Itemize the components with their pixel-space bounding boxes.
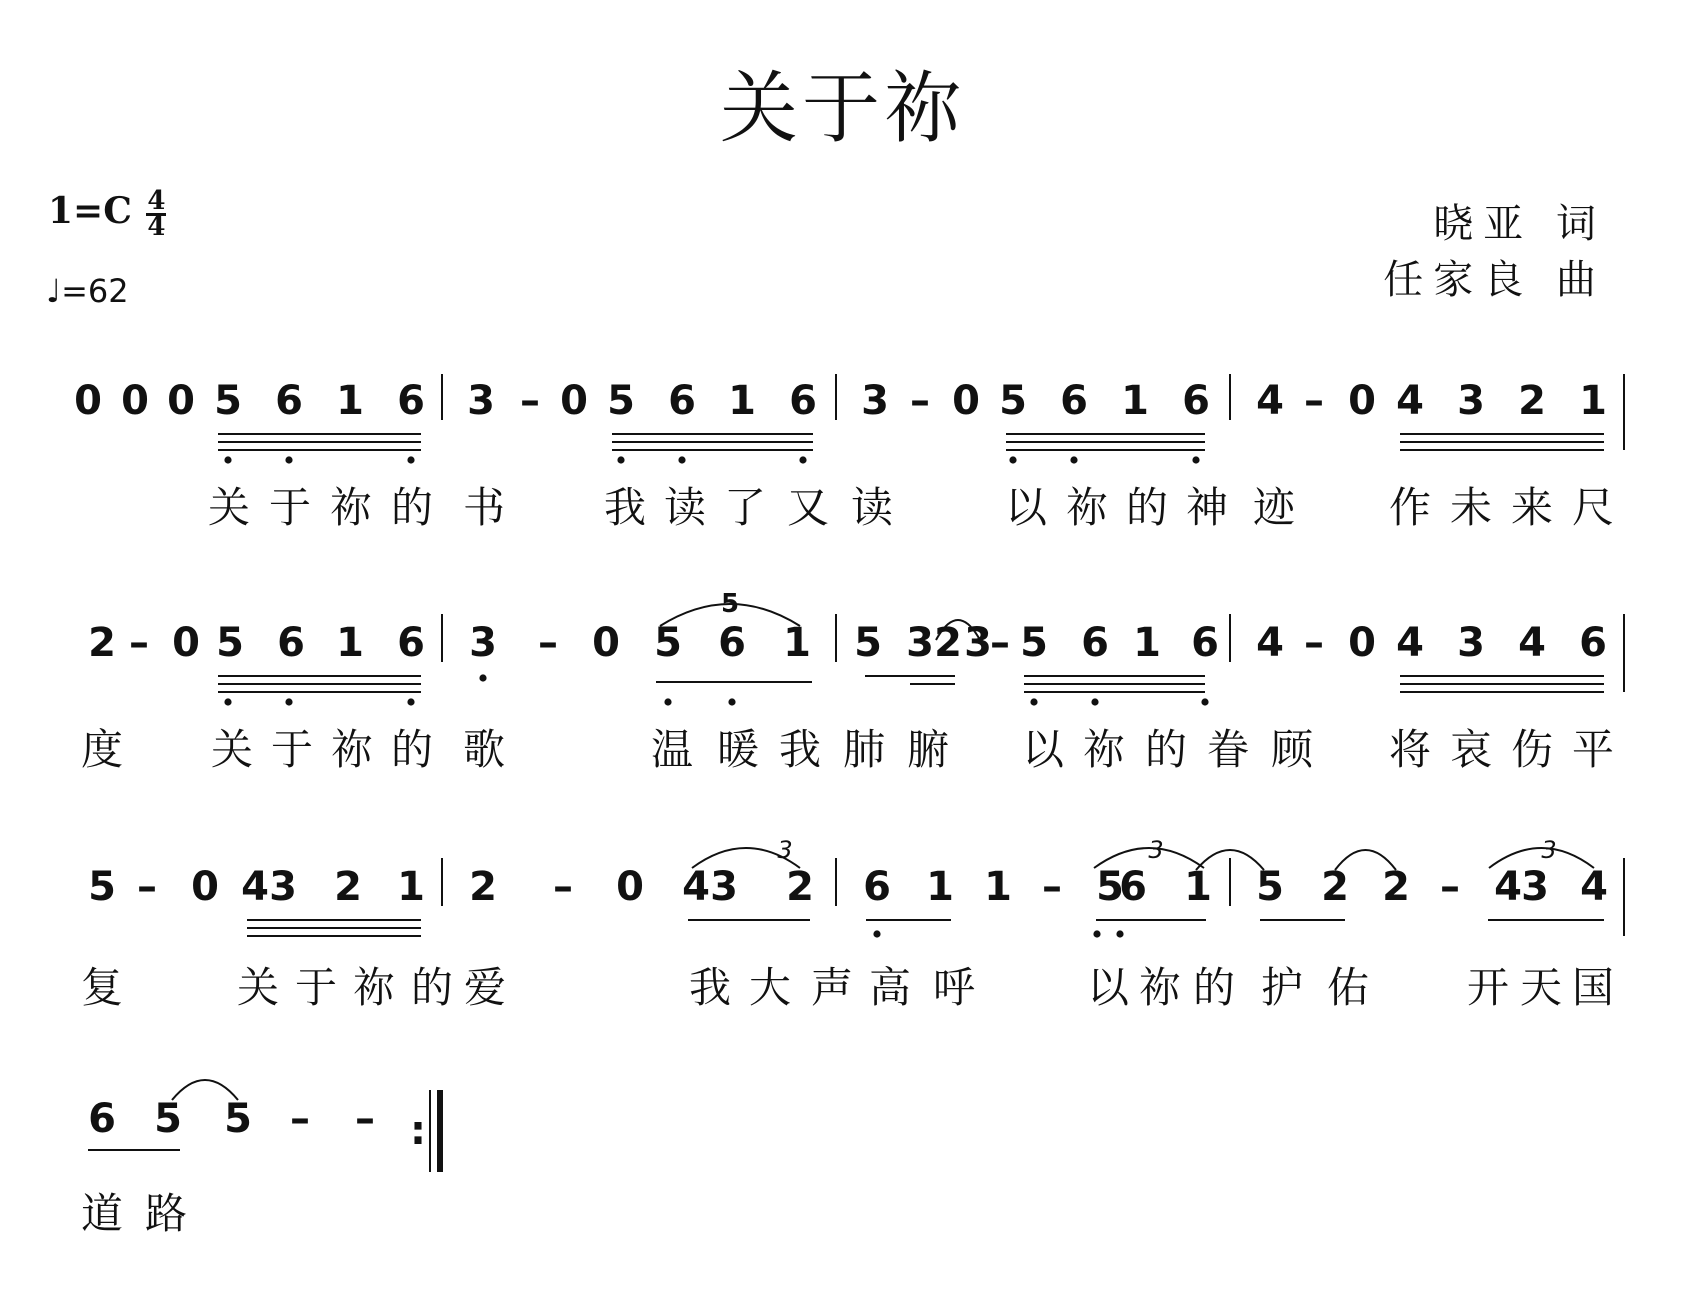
note: 6 bbox=[789, 378, 817, 424]
octave-dot bbox=[1091, 698, 1098, 705]
lyric-char: 的 bbox=[1192, 963, 1236, 1012]
note: 6 bbox=[718, 620, 746, 666]
time-signature-bottom: 4 bbox=[147, 212, 166, 242]
lyric-char: 平 bbox=[1571, 725, 1615, 774]
note: 1 bbox=[926, 864, 954, 910]
lyric-char: 歌 bbox=[462, 725, 506, 774]
lyric-char: 暖 bbox=[716, 725, 760, 774]
note: 5 bbox=[1020, 620, 1048, 666]
lyric-char: 腑 bbox=[906, 725, 950, 774]
lyric-char: 祢 bbox=[1138, 963, 1182, 1012]
note: 3 bbox=[710, 864, 738, 910]
note: 4 bbox=[1256, 378, 1284, 424]
octave-dot bbox=[664, 698, 671, 705]
octave-dot bbox=[617, 456, 624, 463]
tuplet-number: 3 bbox=[1541, 836, 1557, 864]
note: 2 bbox=[786, 864, 814, 910]
note: 0 bbox=[167, 378, 195, 424]
lyric-char: 高 bbox=[868, 963, 912, 1012]
note: 2 bbox=[1321, 864, 1349, 910]
lyric-char: 复 bbox=[80, 963, 124, 1012]
dash-symbol: – bbox=[290, 1096, 310, 1142]
lyric-char: 于 bbox=[270, 725, 314, 774]
note: 3 bbox=[906, 620, 934, 666]
key-label: 1=C bbox=[48, 190, 132, 232]
note: 5 bbox=[1096, 864, 1124, 910]
note: 1 bbox=[1133, 620, 1161, 666]
dash-symbol: – bbox=[910, 378, 930, 424]
note: 4 bbox=[1494, 864, 1522, 910]
lyric-char: 天 bbox=[1519, 963, 1563, 1012]
octave-dot bbox=[1201, 698, 1208, 705]
lyric-char: 佑 bbox=[1326, 963, 1370, 1012]
octave-dot bbox=[1070, 456, 1077, 463]
note: 5 bbox=[154, 1096, 182, 1142]
lyric-char: 祢 bbox=[1065, 483, 1109, 532]
lyric-char: 的 bbox=[1144, 725, 1188, 774]
time-signature-top: 4 bbox=[147, 186, 166, 216]
note: 4 bbox=[1396, 620, 1424, 666]
note: 6 bbox=[88, 1096, 116, 1142]
lyric-char: 的 bbox=[390, 725, 434, 774]
note: 0 bbox=[1348, 620, 1376, 666]
note: 1 bbox=[984, 864, 1012, 910]
note: 4 bbox=[1518, 620, 1546, 666]
note: 1 bbox=[1579, 378, 1607, 424]
note: 1 bbox=[336, 378, 364, 424]
lyric-char: 读 bbox=[663, 483, 707, 532]
note: 1 bbox=[1121, 378, 1149, 424]
lyric-char: 路 bbox=[144, 1189, 188, 1238]
note: 0 bbox=[172, 620, 200, 666]
note: 4 bbox=[241, 864, 269, 910]
lyric-char: 关 bbox=[210, 725, 254, 774]
octave-dot bbox=[224, 456, 231, 463]
note: 6 bbox=[275, 378, 303, 424]
note: 3 bbox=[1457, 620, 1485, 666]
note: 6 bbox=[1060, 378, 1088, 424]
composer-credit: 任家良 曲 bbox=[1383, 257, 1606, 303]
lyric-char: 祢 bbox=[329, 483, 373, 532]
octave-dot bbox=[285, 698, 292, 705]
note: 0 bbox=[952, 378, 980, 424]
note: 5 bbox=[88, 864, 116, 910]
dash-symbol: – bbox=[538, 620, 558, 666]
note: 4 bbox=[682, 864, 710, 910]
lyric-char: 以 bbox=[1004, 483, 1048, 532]
note: 0 bbox=[191, 864, 219, 910]
lyric-char: 的 bbox=[390, 483, 434, 532]
lyric-char: 呼 bbox=[932, 963, 976, 1012]
note: 5 bbox=[214, 378, 242, 424]
tuplet-number: 5 bbox=[720, 589, 740, 619]
lyric-char: 声 bbox=[810, 963, 854, 1012]
octave-dot bbox=[678, 456, 685, 463]
lyric-char: 国 bbox=[1571, 963, 1615, 1012]
dash-symbol: – bbox=[1304, 620, 1324, 666]
lyric-char: 祢 bbox=[352, 963, 396, 1012]
note: 1 bbox=[336, 620, 364, 666]
dash-symbol: – bbox=[129, 620, 149, 666]
note: 6 bbox=[1182, 378, 1210, 424]
lyric-char: 伤 bbox=[1510, 725, 1554, 774]
page-title: 关于祢 bbox=[719, 64, 966, 154]
note: 2 bbox=[334, 864, 362, 910]
note: 6 bbox=[1579, 620, 1607, 666]
note: 2 bbox=[469, 864, 497, 910]
octave-dot bbox=[407, 698, 414, 705]
note: 3 bbox=[1521, 864, 1549, 910]
lyric-char: 我 bbox=[688, 963, 732, 1012]
note: 5 bbox=[654, 620, 682, 666]
lyric-char: 了 bbox=[723, 483, 767, 532]
lyric-char: 顾 bbox=[1270, 725, 1314, 774]
lyric-char: 大 bbox=[748, 963, 792, 1012]
note: 4 bbox=[1256, 620, 1284, 666]
octave-dot bbox=[224, 698, 231, 705]
note: 3 bbox=[861, 378, 889, 424]
lyric-char: 作 bbox=[1388, 483, 1432, 532]
note: 1 bbox=[1184, 864, 1212, 910]
note: 6 bbox=[277, 620, 305, 666]
octave-dot bbox=[799, 456, 806, 463]
note: 6 bbox=[397, 378, 425, 424]
octave-dot bbox=[407, 456, 414, 463]
note: 0 bbox=[616, 864, 644, 910]
lyricist-credit: 晓亚 词 bbox=[1433, 201, 1606, 247]
lyric-char: 祢 bbox=[330, 725, 374, 774]
note: 5 bbox=[999, 378, 1027, 424]
octave-dot bbox=[1116, 930, 1123, 937]
note: 6 bbox=[1119, 864, 1147, 910]
note: 3 bbox=[469, 620, 497, 666]
lyric-char: 开 bbox=[1466, 963, 1510, 1012]
lyric-char: 未 bbox=[1449, 483, 1493, 532]
tuplet-number: 3 bbox=[1148, 836, 1164, 864]
note: 2 bbox=[88, 620, 116, 666]
octave-dot bbox=[1192, 456, 1199, 463]
note: 4 bbox=[1396, 378, 1424, 424]
lyric-char: 以 bbox=[1086, 963, 1130, 1012]
dash-symbol: – bbox=[990, 620, 1010, 666]
lyric-char: 的 bbox=[410, 963, 454, 1012]
lyric-char: 关 bbox=[236, 963, 280, 1012]
note: 2 bbox=[934, 620, 962, 666]
note: 0 bbox=[560, 378, 588, 424]
note: 6 bbox=[1191, 620, 1219, 666]
note: 0 bbox=[592, 620, 620, 666]
octave-dot bbox=[873, 930, 880, 937]
lyric-char: 于 bbox=[268, 483, 312, 532]
note: 6 bbox=[668, 378, 696, 424]
lyric-char: 尺 bbox=[1571, 483, 1615, 532]
octave-dot bbox=[479, 674, 486, 681]
lyric-char: 书 bbox=[462, 483, 506, 532]
note: 3 bbox=[964, 620, 992, 666]
lyric-char: 神 bbox=[1185, 483, 1229, 532]
lyric-char: 爱 bbox=[463, 963, 507, 1012]
lyric-char: 肺 bbox=[842, 725, 886, 774]
quarter-note-icon: ♩ bbox=[46, 272, 62, 310]
note: 3 bbox=[467, 378, 495, 424]
lyric-char: 的 bbox=[1125, 483, 1169, 532]
lyric-char: 祢 bbox=[1082, 725, 1126, 774]
lyric-char: 温 bbox=[650, 725, 694, 774]
note: 5 bbox=[1256, 864, 1284, 910]
note: 5 bbox=[216, 620, 244, 666]
note: 2 bbox=[1518, 378, 1546, 424]
note: 1 bbox=[728, 378, 756, 424]
lyric-char: 于 bbox=[294, 963, 338, 1012]
lyric-char: 道 bbox=[80, 1189, 124, 1238]
lyric-char: 又 bbox=[786, 483, 830, 532]
lyric-char: 度 bbox=[80, 725, 124, 774]
lyric-char: 护 bbox=[1260, 963, 1304, 1012]
dash-symbol: – bbox=[1304, 378, 1324, 424]
lyric-char: 我 bbox=[778, 725, 822, 774]
octave-dot bbox=[285, 456, 292, 463]
octave-dot bbox=[1093, 930, 1100, 937]
lyric-char: 迹 bbox=[1252, 483, 1296, 532]
note: 0 bbox=[74, 378, 102, 424]
note: 1 bbox=[783, 620, 811, 666]
lyric-char: 来 bbox=[1510, 483, 1554, 532]
note: 5 bbox=[607, 378, 635, 424]
dash-symbol: – bbox=[137, 864, 157, 910]
note: 5 bbox=[854, 620, 882, 666]
note: 3 bbox=[269, 864, 297, 910]
repeat-dots: : bbox=[410, 1108, 426, 1154]
octave-dot bbox=[1030, 698, 1037, 705]
dash-symbol: – bbox=[553, 864, 573, 910]
note: 6 bbox=[863, 864, 891, 910]
note: 5 bbox=[224, 1096, 252, 1142]
dash-symbol: – bbox=[1440, 864, 1460, 910]
dash-symbol: – bbox=[1042, 864, 1062, 910]
note: 4 bbox=[1580, 864, 1608, 910]
tempo-value: =62 bbox=[61, 272, 129, 310]
dash-symbol: – bbox=[355, 1096, 375, 1142]
lyric-char: 关 bbox=[207, 483, 251, 532]
octave-dot bbox=[1009, 456, 1016, 463]
note: 0 bbox=[1348, 378, 1376, 424]
note: 6 bbox=[1081, 620, 1109, 666]
lyric-char: 将 bbox=[1388, 725, 1432, 774]
note: 3 bbox=[1457, 378, 1485, 424]
tuplet-number: 3 bbox=[777, 836, 793, 864]
lyric-char: 读 bbox=[850, 483, 894, 532]
note: 2 bbox=[1382, 864, 1410, 910]
octave-dot bbox=[728, 698, 735, 705]
dash-symbol: – bbox=[520, 378, 540, 424]
lyric-char: 哀 bbox=[1449, 725, 1493, 774]
note: 6 bbox=[397, 620, 425, 666]
lyric-char: 眷 bbox=[1206, 725, 1250, 774]
note: 1 bbox=[397, 864, 425, 910]
lyric-char: 以 bbox=[1021, 725, 1065, 774]
lyric-char: 我 bbox=[603, 483, 647, 532]
note: 0 bbox=[121, 378, 149, 424]
